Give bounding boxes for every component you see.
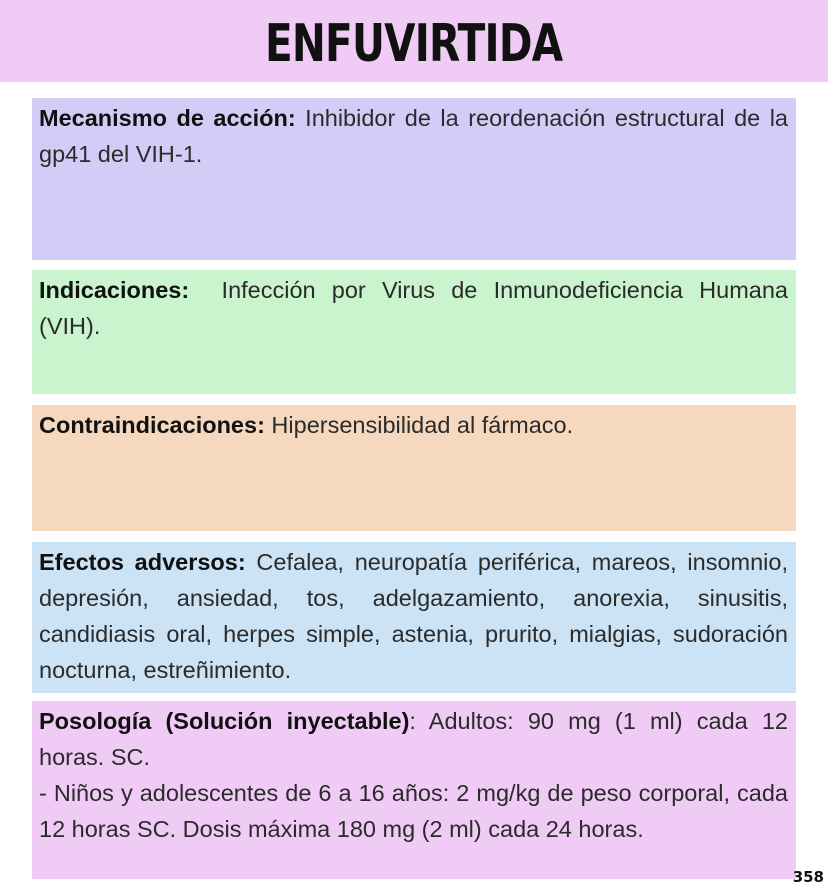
dosage-label: Posología (Solución inyectable) (39, 708, 410, 734)
page-title: ENFUVIRTIDA (265, 14, 563, 74)
mechanism-text: Inhibidor de la reordenación estructural de la gp41 del VIH-1. (39, 105, 788, 167)
title-band (0, 0, 828, 82)
mechanism-section (32, 98, 796, 260)
indications-text: Infección por Virus de Inmunodeficiencia Humana (VIH). (39, 277, 795, 339)
mechanism-label: Mecanismo de acción: (39, 105, 296, 131)
dosage-line-children: - Niños y adolescentes de 6 a 16 años: 2 mg/kg de peso corporal, cada 12 horas SC. Dosis máxima 180 mg (2 ml) cada 24 horas. (39, 780, 788, 842)
adverse-effects-label: Efectos adversos: (39, 549, 246, 575)
dosage-text: : Adultos: 90 mg (1 ml) cada 12 horas. SC. (39, 708, 788, 770)
indications-section (32, 270, 796, 394)
adverse-effects-text: Cefalea, neuropatía periférica, mareos, insomnio, depresión, ansiedad, tos, adelgazamiento, anorexia, sinusitis, candidiasis oral, herpes simple, astenia, prurito, mialgias, sudoración nocturna, estreñimiento. (39, 549, 788, 683)
dosage-line-adults (39, 703, 788, 775)
page-number: 358 (792, 868, 824, 886)
adverse-effects-section (32, 542, 796, 693)
contraindications-section (32, 405, 796, 531)
contraindications-label: Contraindicaciones: (39, 412, 265, 438)
dosage-section (32, 701, 796, 879)
indications-label: Indicaciones: (39, 277, 190, 303)
contraindications-text: Hipersensibilidad al fármaco. (264, 412, 574, 438)
